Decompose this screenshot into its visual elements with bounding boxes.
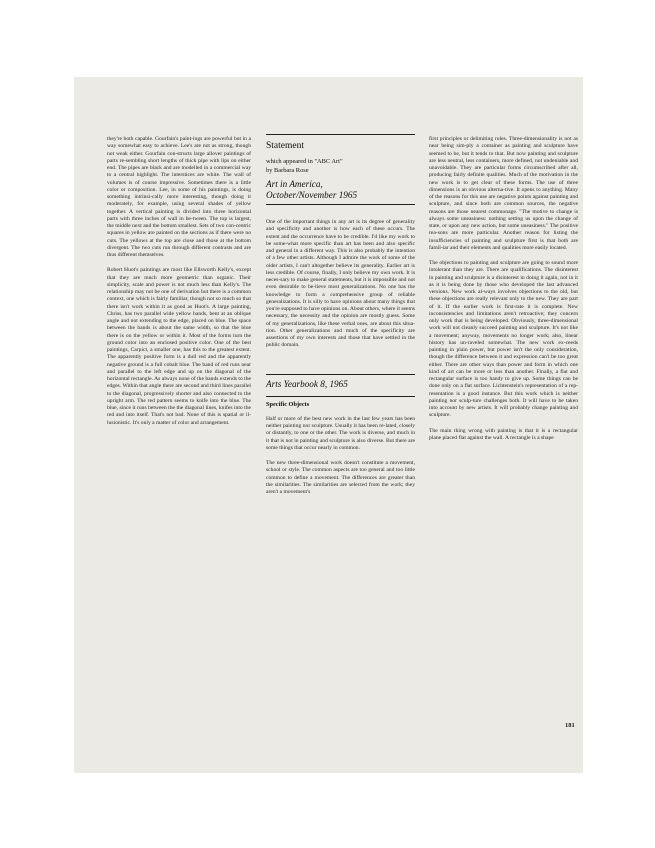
heading-rule: [266, 134, 415, 135]
paragraph: Robert Huot's paintings are most like Ellsworth Kelly's, except that they are much more geometric than organic. Their simplicity, scale and power is not much less than Kelly's. The relationship may not be one of derivation but there is a common context, one which is fairly familiar, though not so much so that there isn't work within it as good as Huot's. A large painting, Chriss, has two parallel wide yellow bands, bent at an oblique angle and not extending to the edge, placed on blue. The space between the bands is about the same width, so that the blue there is on the yellow or within it. Most of the forms turn the ground color into an enclosed positive color. One of the best paintings, Carpict, a smaller one, has this to the greatest extent. The apparently positive form is a dull red and the apparently negative ground is a full cobalt blue. The band of red runs near and parallel to the left edge and up on the diagonal of the horizontal rectangle. As always none of the bands extends to the edges. Within that angle there are second and third lines parallel to the diagonal, progressively shorter and also connected to the upright arm. The red pattern seems to knife into the blue. The blue, since it runs between the the diagonal lines, knifes into the red and into itself. That's not bad. None of this is spatial or il-lusionistic. It's only a matter of color and arrangement.: [107, 267, 251, 426]
paragraph: The objections to painting and sculpture are going to sound more intolerant than they are. There are qualifications. The disinterest in painting and sculpture is a disinterest in doing it again, not in it as it is being done by those who developed the last advanced versions. New work al-ways involves objections to the old, but these objections are really relevant only to the new. They are part of it. If the earlier work is first-rate it is complete. New inconsistencies and limitations aren't retroactive; they concern only work that is being developed. Obviously, three-dimensional work will not cleanly succeed painting and sculpture. It's not like a movement; anyway, movements no longer work; also, linear history has un-raveled somewhat. The new work ex-ceeds painting in plain power, but power isn't the only consideration, though the difference between it and expression can't be too great either. There are other ways than power and form in which one kind of art can be more or less than another. Finally, a flat and rectangular surface is too handy to give up. Some things can be done only on a flat surface. Lichtenstein's representation of a rep-resentation is a good instance. But this work which is neither painting nor sculp-ture challenges both. It will have to be taken into account by new artists. It will probably change painting and sculpture.: [429, 260, 578, 419]
column-right: [429, 136, 578, 450]
section-heading: Specific Objects: [266, 400, 310, 408]
statement-subtitle: which appeared in "ABC Art": [266, 158, 343, 165]
paragraph: first principles or delimiting rules. Three-dimensionality is not as near being sim-ply a container as painting and sculpture have seemed to be, but it tends to that. But now painting and sculpture are less neutral, less containers, more defined, not undeniable and unavoidable. They are particular forms circumscribed after all, producing fairly definite qualities. Much of the motivation in the new work is to get clear of these forms. The use of three dimensions is an obvious alterna-tive. It opens to anything. Many of the reasons for this use are negative points against painting and sculpture, and since both are common sources, the negative reasons are those nearest commonage. "The motive to change is always some uneasiness: nothing setting us upon the change of state, or upon any new action, but some uneasiness." The positive rea-sons are more particular. Another reason for listing the insufficiencies of painting and sculpture first is that both are famil-iar and their elements and qualities more easily located.: [429, 136, 578, 251]
column-middle: [266, 134, 415, 500]
statement-author: by Barbara Rose: [266, 166, 309, 174]
paragraph: they're both capable. Gourfain's paint-ings are powerful but in a way somewhat easy to achieve. Lee's are not as strong, though not weak either. Gourfain con-structs large allover paintings of parts re-sembling short lengths of thick pipe with lips on either end. The pipes are black and are modelled in a commercial way to a central highlight. The interstices are white. The wall of volumes is of course impressive. Sometimes there is a little color or composition. Lee, in some of his paintings, is doing something intrinsi-cally more interesting, though doing it moderately, for example, using several shades of yellow together. A vertical painting is divided into three horizontal parts with three inches of wall in be-tween. The top is largest, the middle next and the bottom smallest. Sets of two con-centric squares in yellow are painted on the sections as if there were no cuts. The yellows at the top are close and those at the bottom divergent. The two cuts run through different contrasts and are thus different themselves.: [107, 136, 252, 258]
publication-title: [266, 179, 415, 201]
page-number: 181: [565, 722, 575, 729]
divider: [266, 396, 415, 397]
publication-date: October/November 1965: [266, 190, 358, 200]
paragraph: One of the important things in any art is its degree of generality and specificity and another is how each of these occurs. The extent and the occurrence have to be credible. I'd like my work to be some-what more specific than art has been and also specific and general in a different way. This is also probably the intention of a few other artists. Although I admire the work of some of the older artists, I can't altogether believe its generality. Earlier art is less credible. Of course, finally, I only believe my own work. It is neces-sary to make general statements, but it is impossible and not even desirable to be-lieve most generalizations. No one has the knowledge to form a comprehensive group of reliable generalizations. It is silly to have opinions about many things that you're supposed to have opinions on. About others, where it seems necessary, the necessity and the opinion are mostly guess. Some of my generalizations, like these verbal ones, are about this situa-tion. Other generalizations and much of the specificity are assertions of my own interests and those that have settled in the public domain.: [266, 219, 415, 349]
paragraph: The new three-dimensional work doesn't constitute a movement, school or style. The common aspects are too general and too little common to define a movement. The differences are greater than the similarities. The similarities are selected from the work; they aren't a movement's: [266, 460, 415, 495]
publication-name: Art in America,: [266, 179, 323, 189]
column-left: [107, 136, 251, 435]
heading-rule: [266, 374, 415, 375]
statement-heading: Statement: [266, 141, 304, 151]
divider: [266, 204, 415, 205]
paragraph: Half or more of the best new work in the last few years has been neither painting nor sculpture. Usually it has been re-lated, closely or distantly, to one or the other. The work is diverse, and much in it that is not in painting and sculpture is also diverse. But there are some things that occur nearly in common.: [266, 415, 415, 451]
paragraph: The main thing wrong with painting is that it is a rectangular plane placed flat against the wall. A rectangle is a shape: [429, 427, 578, 441]
publication-title-2: Arts Yearbook 8, 1965: [266, 378, 348, 389]
